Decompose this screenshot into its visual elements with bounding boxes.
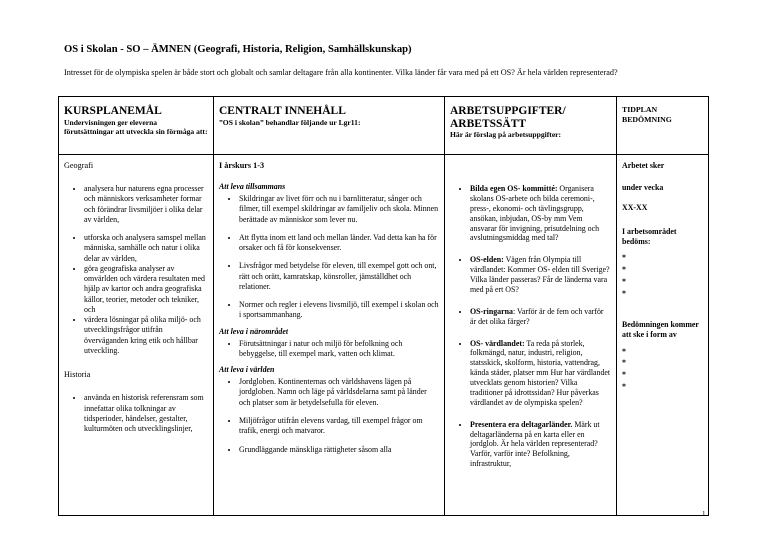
curriculum-table (58, 96, 709, 516)
list-item: • utforska och analysera samspel mellan människa, samhälle och natur i olika delar av världen, (84, 233, 208, 264)
list-item: • Att flytta inom ett land och mellan länder. Vad detta kan ha för orsaker och få för konsekvenser. (239, 233, 439, 254)
historia-goals-list (64, 393, 208, 434)
subsection-label: Att leva i närområdet (219, 326, 289, 336)
content-row (59, 155, 709, 516)
task-title: Bilda egen OS- kommitté: (470, 184, 558, 193)
header-subtitle: Här är förslag på arbetsuppgifter: (450, 130, 562, 140)
task-title: OS-elden: (470, 255, 504, 265)
list-item (470, 307, 611, 327)
list-item (470, 339, 611, 408)
assessment-bullets: * * * * (622, 253, 626, 298)
schedule-title: Arbetet sker (622, 161, 665, 170)
kursplanemal-cell (59, 155, 214, 516)
task-text: Ta reda på storlek, folkmängd, natur, industri, religion, statsskick, skolform, historia, vattendrag, kända städer, platser mm Hur har värdlandet utvecklats genom historien? Vilka traditioner på idrottssidan? Hur påverkas värdlandet av de olympiska spelen? (470, 338, 611, 407)
task-title: OS- värdlandet: (470, 338, 525, 348)
list-item: • Jordgloben. Kontinenternas och världshavens lägen på jordgloben. Namn och läge på världsdelarna samt på länder och platser som är betydelsefulla för eleven. (239, 377, 439, 408)
section-label-historia: Historia (64, 370, 91, 380)
header-title: ARBETSUPPGIFTER/ ARBETSSÄTT (450, 105, 566, 130)
schedule-weeks-range: XX-XX (622, 202, 648, 212)
task-text: Märk ut deltagarländerna på en karta eller en jordglob. Är hela världen representerad? Varför, varför inte? Befolkning, infrastruktur, (470, 419, 600, 469)
schedule-week: under vecka (622, 182, 664, 192)
header-title: KURSPLANEMÅL (64, 105, 162, 117)
document-title: OS i Skolan - SO – ÄMNEN (Geografi, Historia, Religion, Samhällskunskap) (64, 44, 412, 55)
geografi-goals-list (64, 184, 208, 356)
content-list-naromradet (219, 339, 439, 360)
header-subtitle: Undervisningen ger eleverna förutsättningar att utveckla sin förmåga att: (64, 117, 208, 137)
centralt-innehall-cell (214, 155, 445, 516)
list-item: • Miljöfrågor utifrån elevens vardag, till exempel frågor om trafik, energi och matvaror. (239, 416, 439, 437)
header-cell-tidplan (617, 97, 709, 155)
page-number: 1 (702, 510, 706, 518)
tidplan-cell (617, 155, 709, 516)
header-cell-arbetsuppgifter (445, 97, 617, 155)
task-text: : Varför är de fem och varför är det olika färger? (470, 306, 604, 326)
list-item: • använda en historisk referensram som innefattar olika tolkningar av tidsperioder, händelser, gestalter, kulturmöten och utvecklingslinjer, (84, 393, 208, 434)
header-title: TIDPLAN BEDÖMNING (622, 105, 672, 124)
grade-label: I årskurs 1-3 (219, 161, 265, 170)
list-item (470, 420, 611, 469)
header-title: CENTRALT INNEHÅLL (219, 105, 346, 117)
list-item: • Grundläggande mänskliga rättigheter såsom alla (239, 445, 439, 455)
task-text: Organisera skolans OS-arbete och bilda ceremoni-, press-, ekonomi- och tävlingsgrupp, ansökan, inbjudan, OS-by mm Vem ansvarar för invigning, prisutdelning och avslutningsmiddag med tal? (470, 184, 600, 243)
list-item: • Livsfrågor med betydelse för eleven, till exempel gott och ont, rätt och orätt, kamratskap, könsroller, jämställdhet och relationer. (239, 261, 439, 292)
subsection-label: Att leva tillsammans (219, 182, 286, 191)
assessment-form-label: Bedömningen kommer att ske i form av (622, 319, 699, 339)
header-subtitle: ”OS i skolan” behandlar följande ur Lgr11: (219, 117, 361, 127)
intro-text: Intresset för de olympiska spelen är både stort och globalt och samlar deltagare från alla kontinenter. Vilka länder får vara med på ett OS? Är hela världen representerad? (64, 68, 618, 77)
list-item: • göra geografiska analyser av omvärlden och värdera resultaten med hjälp av kartor och andra geografiska källor, teorier, metoder och tekniker, och (84, 264, 208, 315)
task-title: OS-ringarna (470, 306, 513, 316)
list-item: • värdera lösningar på olika miljö- och utvecklingsfrågor utifrån överväganden kring etik och hållbar utveckling. (84, 315, 208, 356)
list-item: • analysera hur naturens egna processer och människors verksamheter formar och förändrar livsmiljöer i olika delar av världen, (84, 184, 208, 225)
subsection-label: Att leva i världen (219, 365, 275, 375)
header-cell-kursplanemal (59, 97, 214, 155)
tasks-list (450, 184, 611, 469)
task-title: Presentera era deltagarländer. (470, 419, 573, 429)
content-list-tillsammans (219, 194, 439, 321)
assessment-label: I arbetsområdet bedöms: (622, 226, 677, 246)
header-cell-centralt-innehall (214, 97, 445, 155)
header-row (59, 97, 709, 155)
task-text: Vägen från Olympia till värdlandet: Kommer OS- elden till Sverige? Vilka länder passeras? Får de länderna vara med på ert OS? (470, 255, 610, 294)
list-item: • Skildringar av livet förr och nu i barnlitteratur, sånger och filmer, till exempel skildringar av familjeliv och skola. Minnen berättade av människor som lever nu. (239, 194, 439, 225)
list-item: • Förutsättningar i natur och miljö för befolkning och bebyggelse, till exempel mark, vatten och klimat. (239, 339, 439, 360)
content-list-varlden (219, 377, 439, 455)
list-item: • Normer och regler i elevens livsmiljö, till exempel i skolan och i sportsammanhang. (239, 300, 439, 321)
list-item (470, 184, 611, 243)
list-item (470, 255, 611, 295)
assessment-form-bullets: * * * * (622, 346, 626, 392)
section-label-geografi: Geografi (64, 161, 94, 170)
arbetsuppgifter-cell (445, 155, 617, 516)
